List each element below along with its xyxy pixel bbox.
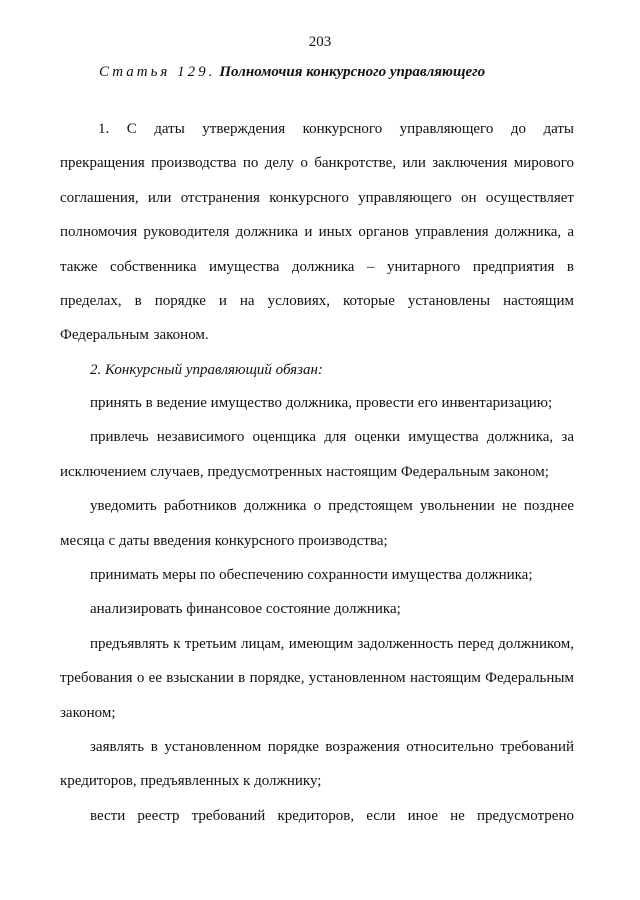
article-heading: [99, 64, 485, 81]
paragraph-1: 1. С даты утверждения конкурсного управляющего до даты прекращения производства по делу о банкротстве, или заключения мирового соглашения, или отстранения конкурсного управляющего он осуществляет полномочия руководителя должника и иных органов управления должника, а также собственника имущества должника – унитарного предприятия в пределах, в порядке и на условиях, которые установлены настоящим Федеральным законом.: [60, 121, 574, 344]
page-number: 203: [308, 34, 332, 50]
article-title: Полномочия конкурсного управляющего: [219, 64, 486, 80]
duty-item: уведомить работников должника о предстоящем увольнении не позднее месяца с даты введения конкурсного производства;: [60, 498, 574, 549]
duty-item: предъявлять к третьим лицам, имеющим задолженность перед должником, требования о ее взыскании в порядке, установленном настоящим Федеральным законом;: [60, 635, 574, 721]
duty-item: анализировать финансовое состояние должника;: [90, 601, 401, 618]
duty-item: заявлять в установленном порядке возражения относительно требований кредиторов, предъявленных к должнику;: [60, 739, 574, 790]
duty-item: привлечь независимого оценщика для оценки имущества должника, за исключением случаев, предусмотренных настоящим Федеральным законом;: [60, 429, 574, 480]
article-label: Статья 129.: [99, 64, 216, 80]
paragraph-2-intro: 2. Конкурсный управляющий обязан:: [90, 362, 323, 378]
duty-item: принимать меры по обеспечению сохранности имущества должника;: [90, 567, 533, 584]
duties-list: [60, 386, 574, 833]
duty-item: принять в ведение имущество должника, провести его инвентаризацию;: [90, 395, 553, 411]
duty-item: вести реестр требований кредиторов, если иное не предусмотрено: [90, 807, 574, 824]
